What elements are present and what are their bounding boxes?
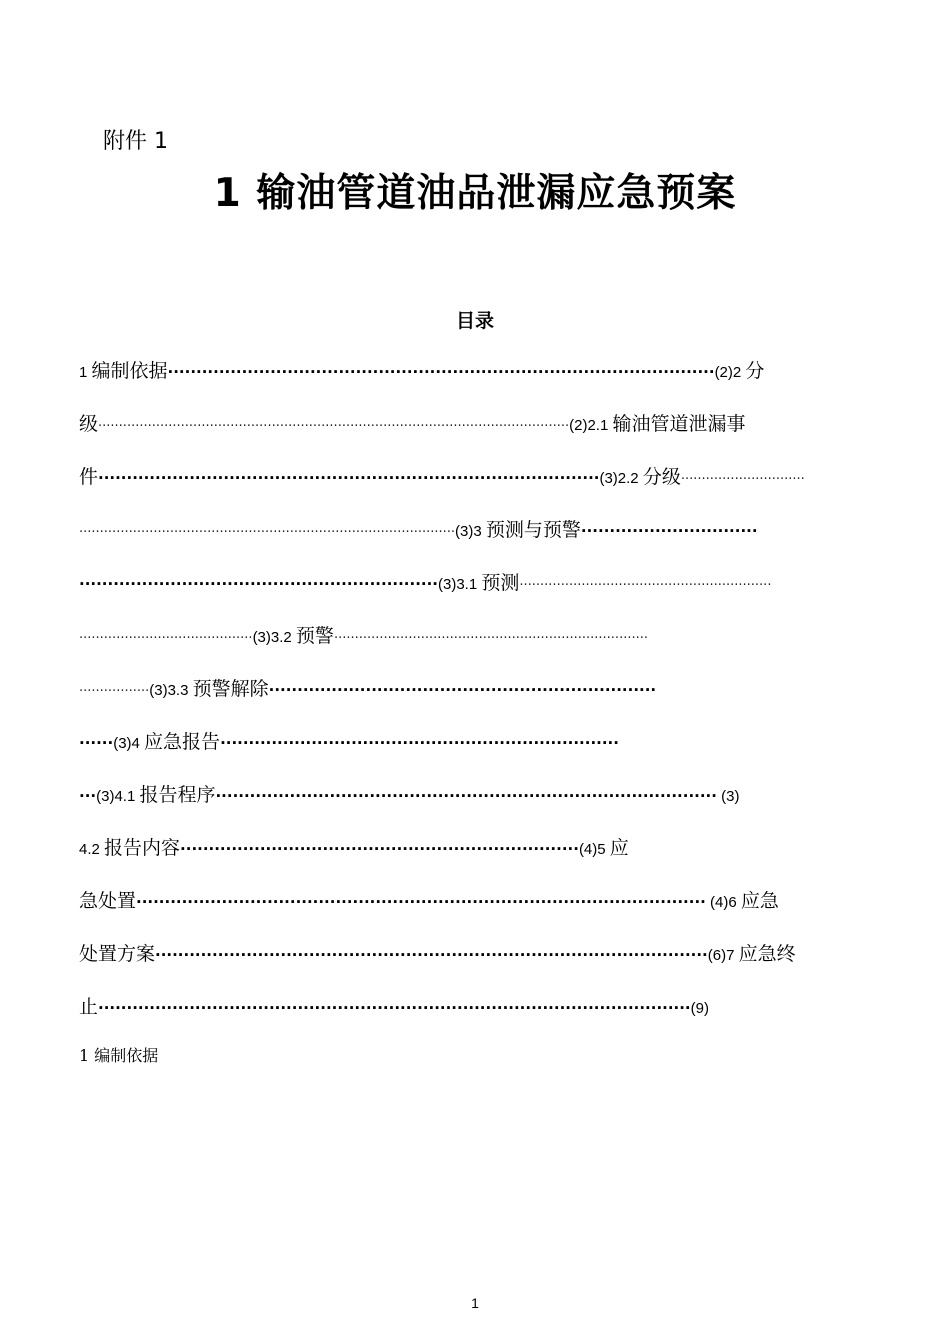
toc-text: 应急 bbox=[740, 890, 779, 912]
annex-label: 附件 1 bbox=[103, 129, 168, 154]
toc-text: 分 bbox=[745, 360, 765, 382]
toc-line bbox=[79, 617, 883, 670]
toc-leader: ···································································································· bbox=[136, 893, 706, 911]
toc-text: (9) bbox=[690, 1000, 709, 1017]
toc-text: 4.2 bbox=[79, 841, 105, 858]
toc-text: (3)3 bbox=[455, 523, 486, 540]
toc-text: 止 bbox=[79, 996, 99, 1018]
toc-text: 预测与预警 bbox=[485, 519, 581, 541]
toc-text: (4)5 bbox=[578, 841, 610, 858]
document-title: 1 输油管道油品泄漏应急预案 bbox=[213, 171, 737, 216]
toc-text: (3) bbox=[716, 788, 740, 805]
toc-leader: ························································································ bbox=[215, 787, 717, 805]
toc-text: 级 bbox=[79, 413, 99, 435]
toc-text: 应急报告 bbox=[144, 731, 221, 753]
toc-text: 1 bbox=[79, 364, 92, 381]
toc-line bbox=[79, 776, 883, 829]
toc-text: 预测 bbox=[481, 572, 520, 594]
toc-text: 急处置 bbox=[79, 890, 137, 912]
toc-line bbox=[79, 988, 883, 1041]
toc-line bbox=[79, 723, 883, 776]
toc-text: (2)2.1 bbox=[569, 417, 613, 434]
toc-text: 件 bbox=[79, 466, 99, 488]
toc-leader: ························································································ bbox=[98, 469, 600, 487]
toc-text: 输油管道泄漏事 bbox=[612, 413, 746, 435]
toc-line bbox=[79, 511, 883, 564]
toc-line bbox=[79, 670, 883, 723]
toc-text: 报告程序 bbox=[139, 784, 216, 806]
table-of-contents bbox=[79, 352, 883, 1041]
toc-leader: ······································································ bbox=[180, 840, 579, 858]
toc-leader: ······························ bbox=[680, 472, 805, 487]
toc-leader: ················· bbox=[79, 684, 150, 699]
toc-text: 应 bbox=[609, 837, 629, 859]
toc-text: 分级 bbox=[642, 466, 681, 488]
toc-text: (3)2.2 bbox=[599, 470, 643, 487]
toc-leader: ·················································································································· bbox=[98, 419, 570, 434]
toc-text: (3)3.2 bbox=[252, 629, 296, 646]
toc-line bbox=[79, 405, 883, 458]
toc-leader: ·········································· bbox=[79, 631, 253, 646]
toc-leader: ······························· bbox=[580, 522, 758, 540]
toc-line bbox=[79, 458, 883, 511]
toc-line bbox=[79, 935, 883, 988]
toc-leader: ································································································ bbox=[167, 363, 715, 381]
page-number: 1 bbox=[471, 1295, 479, 1311]
toc-text: (2)2 bbox=[714, 364, 746, 381]
toc-line bbox=[79, 882, 883, 935]
toc-line bbox=[79, 564, 883, 617]
toc-text: (4)6 bbox=[705, 894, 741, 911]
toc-heading: 目录 bbox=[455, 310, 494, 332]
toc-leader: ····························································· bbox=[519, 578, 772, 593]
section-heading: 1 编制依据 bbox=[79, 1046, 159, 1065]
toc-leader: ······ bbox=[79, 734, 114, 752]
toc-text: 应急终 bbox=[738, 943, 796, 965]
toc-text: (6)7 bbox=[707, 947, 739, 964]
toc-leader: ············································································ bbox=[333, 631, 648, 646]
toc-leader: ································································································· bbox=[155, 946, 708, 964]
toc-leader: ······································································ bbox=[220, 734, 619, 752]
toc-text: (3)3.1 bbox=[438, 576, 482, 593]
toc-leader: ··························································································· bbox=[79, 525, 456, 540]
toc-line bbox=[79, 352, 883, 405]
toc-text: 编制依据 bbox=[91, 360, 168, 382]
toc-line bbox=[79, 829, 883, 882]
toc-leader: ······························································· bbox=[79, 575, 438, 593]
toc-text: 报告内容 bbox=[104, 837, 181, 859]
toc-leader: ··· bbox=[79, 787, 97, 805]
toc-text: 预警解除 bbox=[192, 678, 269, 700]
toc-text: 预警 bbox=[295, 625, 334, 647]
toc-text: (3)4 bbox=[113, 735, 145, 752]
toc-leader: ········································································································ bbox=[98, 999, 691, 1017]
toc-text: 处置方案 bbox=[79, 943, 156, 965]
toc-text: (3)4.1 bbox=[96, 788, 140, 805]
toc-leader: ···································································· bbox=[268, 681, 657, 699]
toc-text: (3)3.3 bbox=[149, 682, 193, 699]
